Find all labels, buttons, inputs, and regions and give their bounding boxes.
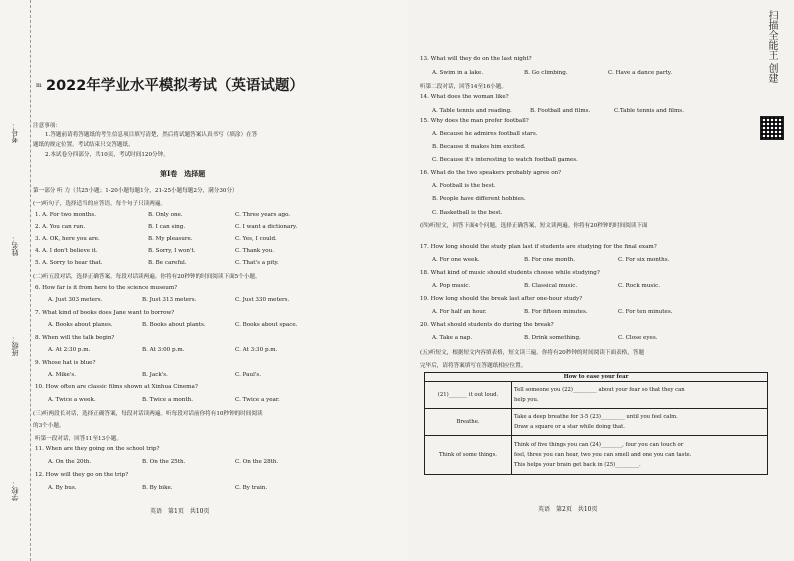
part-1-heading: 第一部分 听 力（共25小题；1-20小题每题1分，21-25小题每题2分，满分30分）	[33, 188, 238, 194]
table-cell: Think of some things.	[425, 436, 512, 475]
option: B. By bike.	[142, 485, 173, 491]
option: C. Books about space.	[235, 322, 298, 328]
section-3-instructions-cont: 的3个小题。	[33, 423, 65, 429]
cell-line: This helps your brain get back in (25)_________.	[514, 462, 641, 468]
question-16: 16. What do the two speakers probably agree on?	[420, 170, 562, 176]
option: 2. A. You can run.	[35, 224, 86, 230]
cell-line: feel, three you can hear, two you can smell and one you can taste.	[514, 452, 692, 458]
option: A. Books about planes.	[48, 322, 113, 328]
question-14: 14. What does the woman like?	[420, 94, 509, 100]
option: B. I can sing.	[148, 224, 186, 230]
page-title: 2022年学业水平模拟考试（英语试题）	[46, 78, 304, 94]
question-11: 11. When are they going on the school trip?	[35, 446, 160, 452]
section-5-instructions-cont: 完毕后，请将答案填写在答题纸相应位置。	[420, 363, 527, 369]
option: A. Just 303 meters.	[48, 297, 103, 303]
option: 1. A. For two months.	[35, 212, 97, 218]
option: A. Take a nap.	[432, 335, 473, 341]
option: B. Go climbing.	[524, 70, 568, 76]
option: C. Thank you.	[235, 248, 274, 254]
option: B. Football and films.	[530, 108, 591, 114]
option: C. Three years ago.	[235, 212, 291, 218]
option: C. I want a dictionary.	[235, 224, 298, 230]
fear-table	[424, 372, 768, 475]
option: C. For six months.	[618, 257, 670, 263]
title-mark: m	[36, 82, 42, 89]
option: A. Swim in a lake.	[432, 70, 483, 76]
option: B. Books about plants.	[142, 322, 206, 328]
option: B. My pleasure.	[148, 236, 193, 242]
option: B. Only one.	[148, 212, 183, 218]
option: B. For one month.	[524, 257, 576, 263]
option: 4. A. I don't believe it.	[35, 248, 98, 254]
section-3-first-dialogue: 听第一段对话，回答11至13小题。	[35, 436, 122, 442]
option: A. On the 20th.	[48, 459, 92, 465]
section-3-second-dialogue: 听第二段对话，回答14至16小题。	[420, 84, 507, 90]
exam-number-label: 考号：	[11, 122, 19, 143]
option: C. Just 330 meters.	[235, 297, 290, 303]
option: B. Be careful.	[148, 260, 187, 266]
option: A. Football is the best.	[432, 183, 496, 189]
cell-line: Draw a square or a star while doing that.	[514, 424, 625, 430]
school-label: 学校：	[11, 480, 19, 501]
option: A. Pop music.	[432, 283, 471, 289]
notice-1: 1.答题前请将答题纸的考生信息项目填写清楚，然后将试题答案认真书写（填涂）在答	[45, 132, 258, 138]
notice-2: 2.本试卷分四部分，共10页，考试时间120分钟。	[45, 152, 169, 158]
option: B. People have different hobbies.	[432, 196, 526, 202]
table-cell: Breathe.	[425, 409, 512, 436]
cell-line: help you.	[514, 397, 539, 403]
option: C. Because it's interesting to watch football games.	[432, 157, 578, 163]
section-2-instructions: (二)听五段对话，选择正确答案。每段对话读两遍。你将有20秒钟的时间阅读下面5个小题。	[33, 274, 261, 280]
scanner-watermark: 扫描全能王 创建	[766, 10, 777, 84]
option: C. Close eyes.	[618, 335, 658, 341]
volume-heading: 第Ⅰ卷 选择题	[160, 169, 206, 178]
section-3-instructions: (三)听两段长对话，选择正确答案，每段对话读两遍。听每段对话前你将有10秒钟的时间阅读	[33, 411, 263, 417]
option: C. Twice a year.	[235, 397, 280, 403]
exam-page-2	[408, 0, 794, 561]
section-1-instructions: (一)听句子，选择适当的应答语。每个句子只读两遍。	[33, 201, 167, 207]
question-9: 9. Whose hat is blue?	[35, 360, 96, 366]
option: B. On the 25th.	[142, 459, 186, 465]
option: C. Paul's.	[235, 372, 262, 378]
option: B. Sorry, I won't.	[148, 248, 196, 254]
option: B. Drink something.	[524, 335, 581, 341]
option: C. Have a dance party.	[608, 70, 672, 76]
option: C. Basketball is the best.	[432, 210, 503, 216]
question-17: 17. How long should the study plan last if students are studying for the final exam?	[420, 244, 657, 250]
option: C. That's a pity.	[235, 260, 279, 266]
section-4-instructions: (四)听短文，回答下面4个问题，选择正确答案，短文读两遍。你将有20秒钟的时间阅读下面	[420, 223, 648, 229]
table-cell	[512, 409, 768, 436]
question-19: 19. How long should the break last after one-hour study?	[420, 296, 583, 302]
option: A. For half an hour.	[432, 309, 487, 315]
table-row	[425, 382, 768, 409]
table-row	[425, 409, 768, 436]
section-5-instructions: (五)听短文，根据短文内容填表格，短文读三遍。你将有20秒钟的时间阅读下面表格，答题	[420, 350, 645, 356]
question-15: 15. Why does the man prefer football?	[420, 118, 529, 124]
option: C. On the 28th.	[235, 459, 279, 465]
table-title: How to ease your fear	[425, 373, 768, 382]
option: C. By train.	[235, 485, 268, 491]
option: C. For ten minutes.	[618, 309, 673, 315]
option: B. Just 313 meters.	[142, 297, 197, 303]
cell-line: Tell someone you (22)_________ about your fear so that they can	[514, 387, 685, 393]
name-label: 姓名：	[11, 235, 19, 256]
question-18: 18. What kind of music should students choose while studying?	[420, 270, 600, 276]
option: A. For one week.	[432, 257, 480, 263]
question-6: 6. How far is it from here to the science museum?	[35, 285, 178, 291]
question-8: 8. When will the talk begin?	[35, 335, 115, 341]
option: B. For fifteen minutes.	[524, 309, 588, 315]
question-12: 12. How will they go on the trip?	[35, 472, 129, 478]
option: A. Mike's.	[48, 372, 76, 378]
question-20: 20. What should students do during the break?	[420, 322, 554, 328]
option: B. At 3:00 p.m.	[142, 347, 185, 353]
cell-line: Think of five things you can (24)________, four you can touch or	[514, 442, 684, 448]
table-cell	[512, 382, 768, 409]
option: A. At 2:30 p.m.	[48, 347, 91, 353]
page-footer: 英语 第1页 共10页	[150, 508, 210, 515]
option: B. Jack's.	[142, 372, 168, 378]
option: B. Because it makes him excited.	[432, 144, 526, 150]
option: C. Rock music.	[618, 283, 660, 289]
option: B. Twice a month.	[142, 397, 194, 403]
option: C. Yes, I could.	[235, 236, 277, 242]
option: 3. A. OK, here you are.	[35, 236, 100, 242]
page-footer: 英语 第2页 共10页	[538, 506, 598, 513]
table-row	[425, 436, 768, 475]
question-7: 7. What kind of books does Jane want to borrow?	[35, 310, 175, 316]
option: 5. A. Sorry to hear that.	[35, 260, 103, 266]
option: C. At 3:30 p.m.	[235, 347, 278, 353]
table-cell: (21)_______ it out loud.	[425, 382, 512, 409]
class-label: 班级：	[11, 335, 19, 356]
notice-heading: 注意事项：	[33, 123, 61, 129]
option: A. Table tennis and reading.	[432, 108, 512, 114]
option: A. By bus.	[48, 485, 77, 491]
cell-line: Take a deep breathe for 3-5 (23)_________ until you feel calm.	[514, 414, 678, 420]
notice-1b: 题纸的规定位置。考试结束只交答题纸。	[33, 142, 134, 148]
option: C.Table tennis and films.	[614, 108, 684, 114]
binding-margin	[0, 0, 31, 561]
question-10: 10. How often are classic films shown at Xinhua Cinema?	[35, 384, 198, 390]
question-13: 13. What will they do on the last night?	[420, 56, 532, 62]
qr-code-icon	[760, 116, 784, 140]
option: B. Classical music.	[524, 283, 578, 289]
option: A. Twice a week.	[48, 397, 96, 403]
table-cell	[512, 436, 768, 475]
option: A. Because he admires football stars.	[432, 131, 538, 137]
